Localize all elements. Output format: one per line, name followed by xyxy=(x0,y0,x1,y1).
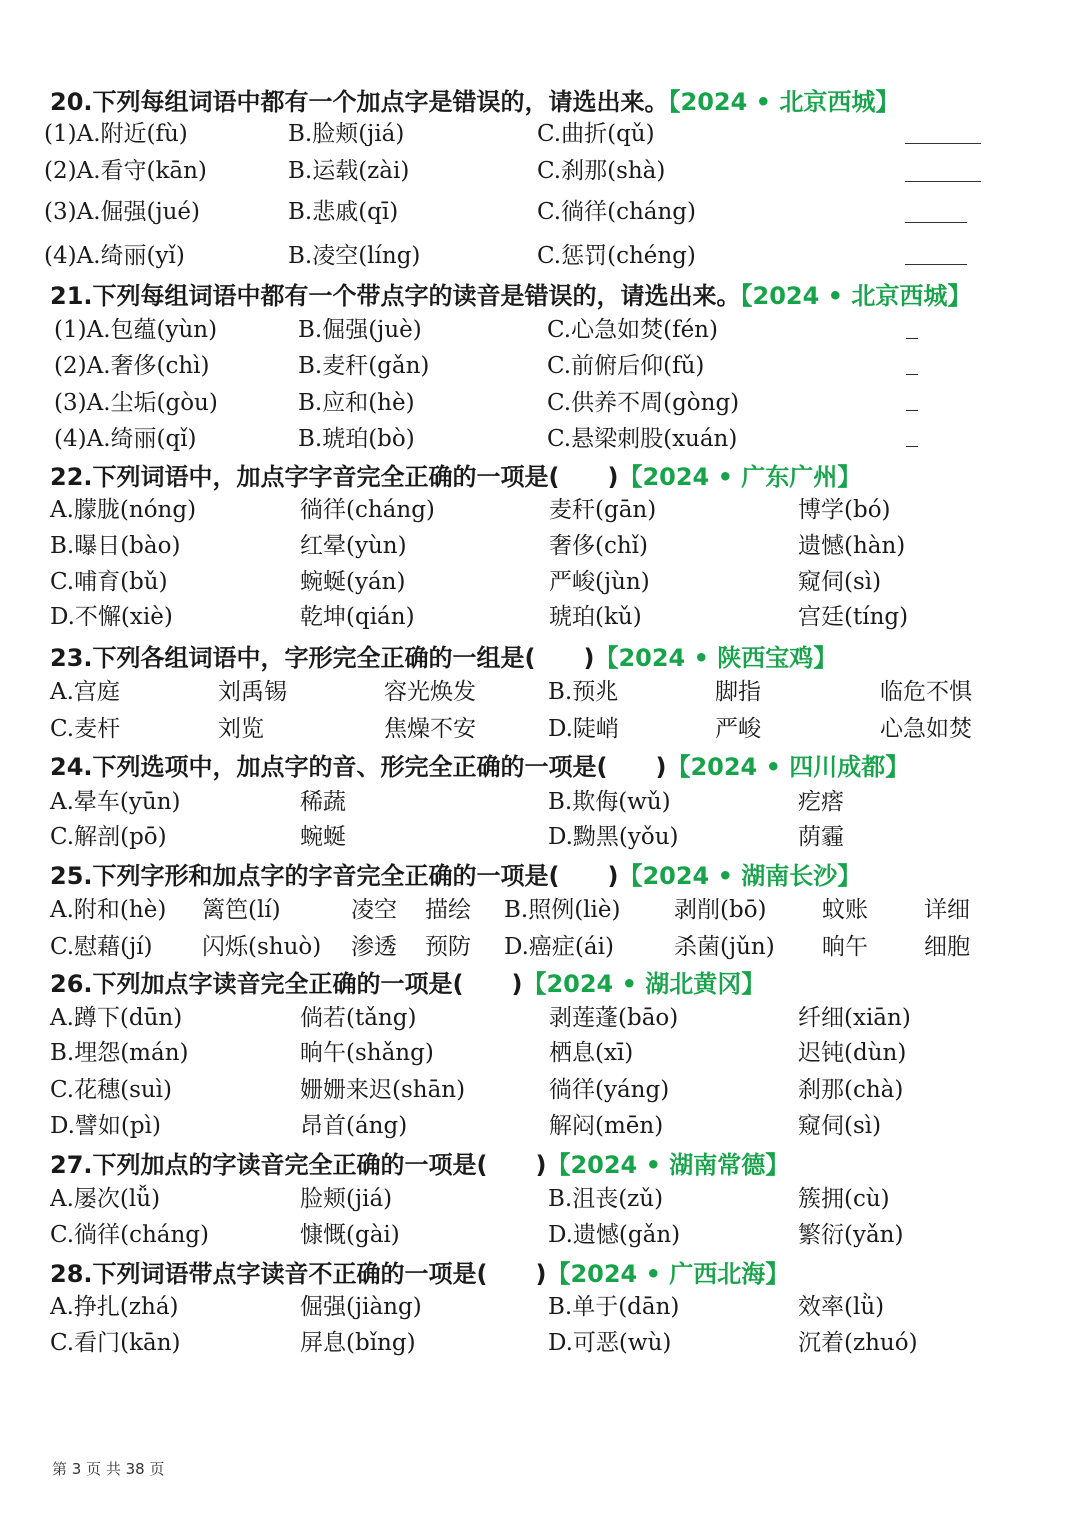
option-item: 麦秆(gān) xyxy=(549,497,657,523)
answer-blank[interactable] xyxy=(905,143,981,144)
option-item: A.宫庭 xyxy=(50,679,120,705)
option-item: 描绘 xyxy=(425,897,471,923)
source-tag: 【2024 • 四川成都】 xyxy=(666,753,910,781)
option-item: 脸颊(jiá) xyxy=(300,1186,393,1212)
question-text: 26.下列加点字读音完全正确的一项是( ) xyxy=(50,970,523,998)
q28-question xyxy=(50,1254,789,1289)
option-item: C.惩罚(chéng) xyxy=(537,243,696,269)
option-item: D.不懈(xiè) xyxy=(50,604,173,630)
option-item: 纤细(xiān) xyxy=(798,1005,911,1031)
option-item: B.埋怨(mán) xyxy=(50,1040,189,1066)
option-item: 脚指 xyxy=(715,679,761,705)
option-item: B.脸颊(jiá) xyxy=(288,121,405,147)
source-tag: 【2024 • 广东广州】 xyxy=(618,463,862,491)
option-item: B.悲戚(qī) xyxy=(288,199,399,225)
source-tag: 【2024 • 北京西城】 xyxy=(668,88,900,116)
option-row xyxy=(0,1071,1080,1107)
option-item: 姗姗来迟(shān) xyxy=(300,1077,466,1103)
question-text: 20.下列每组词语中都有一个加点字是错误的，请选出来。 xyxy=(50,88,669,116)
option-item: 晌午 xyxy=(822,934,868,960)
option-item: (1)A.包蕴(yùn) xyxy=(54,317,218,343)
option-item: B.凌空(líng) xyxy=(288,243,421,269)
option-item: 倘若(tǎng) xyxy=(300,1005,417,1031)
option-item: 杀菌(jǔn) xyxy=(674,934,775,960)
option-item: C.刹那(shà) xyxy=(537,158,666,184)
option-item: A.朦胧(nóng) xyxy=(50,497,197,523)
option-item: 屏息(bǐng) xyxy=(300,1330,416,1356)
option-item: B.预兆 xyxy=(548,679,619,705)
option-item: 乾坤(qián) xyxy=(300,604,415,630)
source-tag: 【2024 • 湖南常德】 xyxy=(546,1151,790,1179)
option-item: D.黝黑(yǒu) xyxy=(548,824,679,850)
option-row xyxy=(0,527,1080,563)
source-tag: 【2024 • 北京西城】 xyxy=(740,282,972,310)
option-item: 预防 xyxy=(425,934,471,960)
option-item: 效率(lǜ) xyxy=(798,1294,885,1320)
q21-question xyxy=(50,276,971,311)
q27-question xyxy=(50,1145,789,1180)
option-item: 闪烁(shuò) xyxy=(202,934,322,960)
option-item: 倔强(jiàng) xyxy=(300,1294,422,1320)
question-text: 21.下列每组词语中都有一个带点字的读音是错误的，请选出来。 xyxy=(50,282,741,310)
answer-blank[interactable] xyxy=(905,222,967,223)
option-item: (1)A.附近(fù) xyxy=(44,121,188,147)
option-item: A.挣扎(zhá) xyxy=(50,1294,179,1320)
option-item: 临危不惧 xyxy=(880,679,972,705)
option-item: 凌空 xyxy=(351,897,397,923)
question-text: 25.下列字形和加点字的字音完全正确的一项是( ) xyxy=(50,862,619,890)
question-text: 28.下列词语带点字读音不正确的一项是( ) xyxy=(50,1260,547,1288)
source-tag: 【2024 • 广西北海】 xyxy=(546,1260,790,1288)
option-item: C.哺育(bǔ) xyxy=(50,569,168,595)
option-item: D.陡峭 xyxy=(548,716,619,742)
answer-blank[interactable] xyxy=(906,338,918,339)
option-item: 沉着(zhuó) xyxy=(798,1330,918,1356)
question-text: 22.下列词语中，加点字字音完全正确的一项是( ) xyxy=(50,463,619,491)
option-item: 慷慨(gài) xyxy=(300,1222,400,1248)
option-item: 窥伺(sì) xyxy=(798,1113,882,1139)
option-item: C.悬梁刺股(xuán) xyxy=(547,426,738,452)
option-row xyxy=(0,1107,1080,1143)
option-item: 焦燥不安 xyxy=(384,716,476,742)
answer-blank[interactable] xyxy=(905,181,981,182)
question-text: 24.下列选项中，加点字的音、形完全正确的一项是( ) xyxy=(50,753,667,781)
option-item: 晌午(shǎng) xyxy=(300,1040,434,1066)
q20-question xyxy=(50,82,899,117)
option-row xyxy=(0,1180,1080,1216)
option-item: B.单于(dān) xyxy=(548,1294,680,1320)
option-item: A.晕车(yūn) xyxy=(50,789,181,815)
option-item: (2)A.奢侈(chì) xyxy=(54,353,210,379)
option-item: C.前俯后仰(fǔ) xyxy=(547,353,705,379)
option-item: B.曝日(bào) xyxy=(50,533,181,559)
option-item: C.看门(kān) xyxy=(50,1330,181,1356)
option-item: C.徜徉(cháng) xyxy=(50,1222,209,1248)
option-row xyxy=(0,347,1080,383)
option-item: 蚊账 xyxy=(822,897,868,923)
option-item: 疙瘩 xyxy=(798,789,844,815)
option-item: 严峻 xyxy=(715,716,761,742)
option-item: 蜿蜒 xyxy=(300,824,346,850)
option-item: 详细 xyxy=(924,897,970,923)
option-item: 奢侈(chǐ) xyxy=(549,533,648,559)
option-item: (3)A.倔强(jué) xyxy=(44,199,201,225)
option-item: 渗透 xyxy=(351,934,397,960)
option-item: (4)A.绮丽(yǐ) xyxy=(44,243,185,269)
option-item: B.应和(hè) xyxy=(298,390,415,416)
option-row xyxy=(0,311,1080,347)
option-item: 刘禹锡 xyxy=(218,679,287,705)
option-row xyxy=(0,152,1080,188)
option-item: C.心急如焚(fén) xyxy=(547,317,718,343)
option-item: 蜿蜒(yán) xyxy=(300,569,406,595)
option-item: 簇拥(cù) xyxy=(798,1186,890,1212)
option-row xyxy=(0,673,1080,709)
option-row xyxy=(0,237,1080,273)
option-row xyxy=(0,710,1080,746)
option-item: 栖息(xī) xyxy=(549,1040,634,1066)
option-item: B.运载(zài) xyxy=(288,158,410,184)
option-item: 心急如焚 xyxy=(880,716,972,742)
option-row xyxy=(0,1288,1080,1324)
option-item: D.譬如(pì) xyxy=(50,1113,161,1139)
option-item: 稀蔬 xyxy=(300,789,346,815)
option-item: 宫廷(tíng) xyxy=(798,604,909,630)
source-tag: 【2024 • 陕西宝鸡】 xyxy=(594,644,838,672)
option-item: C.花穗(suì) xyxy=(50,1077,173,1103)
option-item: B.照例(liè) xyxy=(504,897,621,923)
option-item: C.供养不周(gòng) xyxy=(547,390,740,416)
question-text: 27.下列加点的字读音完全正确的一项是( ) xyxy=(50,1151,547,1179)
option-row xyxy=(0,818,1080,854)
option-item: 徜徉(yáng) xyxy=(549,1077,670,1103)
option-item: 容光焕发 xyxy=(384,679,476,705)
option-item: 徜徉(cháng) xyxy=(300,497,435,523)
option-row xyxy=(0,1324,1080,1360)
option-item: 荫霾 xyxy=(798,824,844,850)
option-row xyxy=(0,783,1080,819)
option-item: 繁衍(yǎn) xyxy=(798,1222,904,1248)
source-tag: 【2024 • 湖南长沙】 xyxy=(618,862,862,890)
option-row xyxy=(0,115,1080,151)
option-item: 窥伺(sì) xyxy=(798,569,882,595)
option-row xyxy=(0,598,1080,634)
option-item: B.倔强(juè) xyxy=(298,317,422,343)
option-item: A.蹲下(dūn) xyxy=(50,1005,183,1031)
option-item: 刘览 xyxy=(218,716,264,742)
option-item: 琥珀(kǔ) xyxy=(549,604,642,630)
option-item: A.附和(hè) xyxy=(50,897,167,923)
option-item: (2)A.看守(kān) xyxy=(44,158,207,184)
page-number: 第 3 页 共 38 页 xyxy=(52,1460,165,1478)
option-item: C.麦杆 xyxy=(50,716,121,742)
option-item: D.遗憾(gǎn) xyxy=(548,1222,681,1248)
option-item: C.曲折(qǔ) xyxy=(537,121,655,147)
option-row xyxy=(0,193,1080,229)
option-item: D.癌症(ái) xyxy=(504,934,614,960)
answer-blank[interactable] xyxy=(906,374,918,375)
option-item: 篱笆(lí) xyxy=(202,897,281,923)
option-row xyxy=(0,1216,1080,1252)
option-item: D.可恶(wù) xyxy=(548,1330,672,1356)
answer-blank[interactable] xyxy=(905,264,967,265)
option-item: C.解剖(pō) xyxy=(50,824,167,850)
q26-question xyxy=(50,964,765,999)
q22-question xyxy=(50,457,861,492)
answer-blank[interactable] xyxy=(906,446,918,447)
option-row xyxy=(0,384,1080,420)
q24-question xyxy=(50,747,909,782)
q23-question xyxy=(50,638,837,673)
option-row xyxy=(0,928,1080,964)
answer-blank[interactable] xyxy=(906,410,918,411)
q25-question xyxy=(50,856,861,891)
option-item: 遗憾(hàn) xyxy=(798,533,906,559)
option-item: A.屡次(lǚ) xyxy=(50,1186,161,1212)
option-item: C.徜徉(cháng) xyxy=(537,199,696,225)
option-item: (4)A.绮丽(qǐ) xyxy=(54,426,197,452)
option-item: B.琥珀(bò) xyxy=(298,426,415,452)
option-item: (3)A.尘垢(gòu) xyxy=(54,390,218,416)
option-item: B.沮丧(zǔ) xyxy=(548,1186,664,1212)
option-item: 解闷(mēn) xyxy=(549,1113,664,1139)
option-item: 红晕(yùn) xyxy=(300,533,407,559)
option-row xyxy=(0,420,1080,456)
option-item: 刹那(chà) xyxy=(798,1077,904,1103)
option-row xyxy=(0,1034,1080,1070)
option-item: 剥削(bō) xyxy=(674,897,767,923)
option-row xyxy=(0,891,1080,927)
option-row xyxy=(0,563,1080,599)
option-item: 博学(bó) xyxy=(798,497,891,523)
option-item: 昂首(áng) xyxy=(300,1113,408,1139)
source-tag: 【2024 • 湖北黄冈】 xyxy=(522,970,766,998)
option-item: B.麦秆(gǎn) xyxy=(298,353,430,379)
option-item: B.欺侮(wǔ) xyxy=(548,789,671,815)
option-item: 迟钝(dùn) xyxy=(798,1040,907,1066)
option-item: 严峻(jùn) xyxy=(549,569,650,595)
question-text: 23.下列各组词语中，字形完全正确的一组是( ) xyxy=(50,644,595,672)
option-item: C.慰藉(jí) xyxy=(50,934,153,960)
option-row xyxy=(0,999,1080,1035)
option-item: 细胞 xyxy=(924,934,970,960)
option-row xyxy=(0,491,1080,527)
option-item: 剥莲蓬(bāo) xyxy=(549,1005,679,1031)
